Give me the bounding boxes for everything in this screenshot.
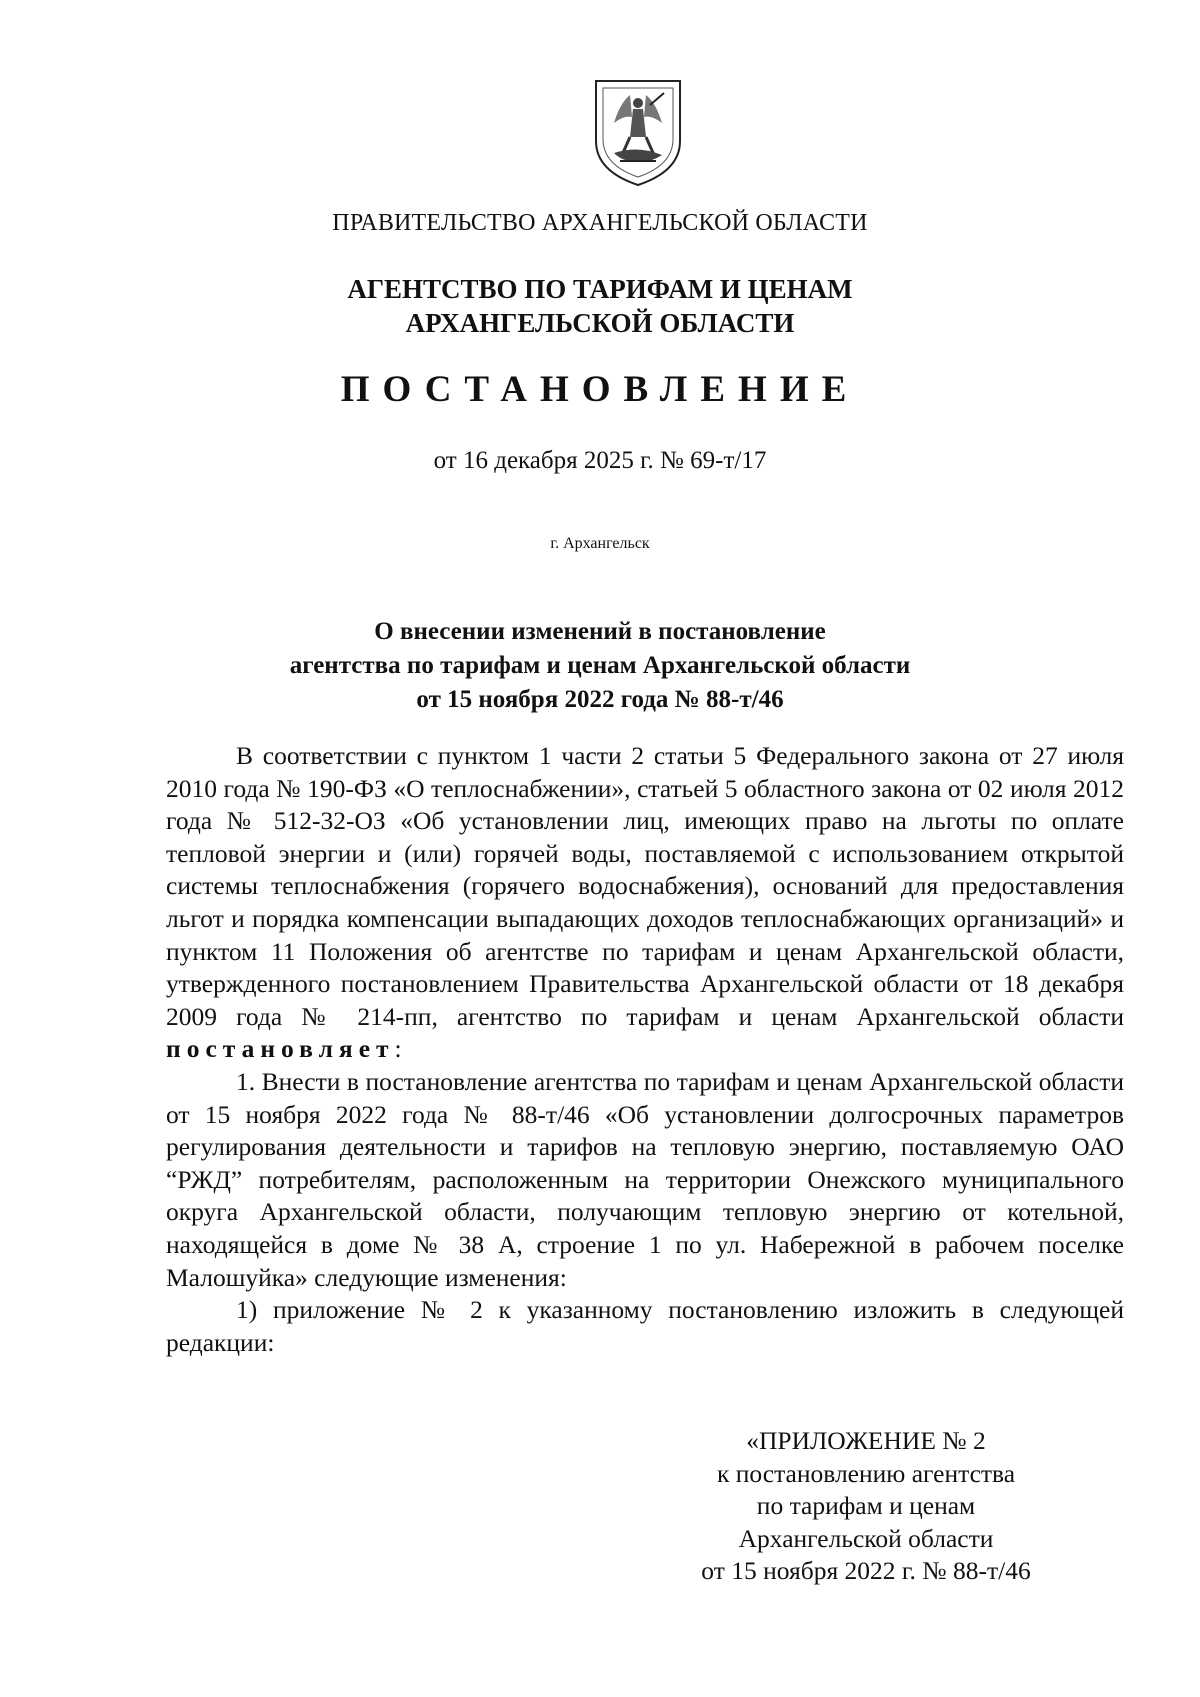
preamble-paragraph: [166, 740, 1124, 1066]
appendix-line-3: по тарифам и ценам: [756, 1491, 976, 1521]
appendix-line-1: «ПРИЛОЖЕНИЕ № 2: [746, 1426, 986, 1455]
document-title: [0, 615, 1200, 717]
document-type: ПОСТАНОВЛЕНИЕ: [340, 369, 860, 410]
subclause-1-paragraph: 1) приложение № 2 к указанному постановлению изложить в следующей редакции:: [166, 1295, 1124, 1357]
title-line-2: агентства по тарифам и ценам Архангельской области: [289, 652, 911, 679]
title-line-3: от 15 ноября 2022 года № 88-т/46: [416, 686, 784, 713]
preamble-text: В соответствии с пунктом 1 части 2 статьи 5 Федерального закона от 27 июля 2010 года № 190-ФЗ «О теплоснабжении», статьей 5 областного закона от 02 июля 2012 года № 512-32-ОЗ «Об установлении лиц, имеющих право на льготы по оплате тепловой энергии и (или) горячей воды, поставляемой с использованием открытой системы теплоснабжения (горячего водоснабжения), оснований для предоставления льгот и порядка компенсации выпадающих доходов теплоснабжающих организаций» и пунктом 11 Положения об агентстве по тарифам и ценам Архангельской области, утвержденного постановлением Правительства Архангельской области от 18 декабря 2009 года № 214-пп, агентство по тарифам и ценам Архангельской области: [166, 741, 1124, 1031]
document-date-number: от 16 декабря 2025 г. № 69-т/17: [433, 447, 767, 474]
document-city: г. Архангельск: [550, 535, 650, 552]
agency-name-line-2: АРХАНГЕЛЬСКОЙ ОБЛАСТИ: [405, 308, 795, 338]
appendix-line-4: Архангельской области: [738, 1523, 994, 1553]
document-body: [166, 740, 1124, 1359]
clause-1-paragraph: 1. Внести в постановление агентства по тарифам и ценам Архангельской области от 15 ноября 2022 года № 88-т/46 «Об установлении долгосрочных параметров регулирования деятельности и тарифов на тепловую энергию, поставляемую ОАО “РЖД” потребителям, расположенным на территории Онежского муниципального округа Архангельской области, получающим тепловую энергию от котельной, находящейся в доме № 38 А, строение 1 по ул. Набережной в рабочем поселке Малошуйка» следующие изменения:: [166, 1066, 1124, 1292]
appendix-line-2: к постановлению агентства: [716, 1458, 1016, 1488]
coat-of-arms-emblem: [590, 75, 686, 189]
agency-name-line-1: АГЕНТСТВО ПО ТАРИФАМ И ЦЕНАМ: [347, 274, 853, 304]
resolves-keyword: постановляет: [166, 1034, 395, 1064]
agency-name: [0, 272, 1200, 340]
government-name: ПРАВИТЕЛЬСТВО АРХАНГЕЛЬСКОЙ ОБЛАСТИ: [332, 210, 868, 236]
appendix-header: [660, 1425, 1072, 1588]
preamble-colon: :: [394, 1034, 402, 1064]
appendix-line-5: от 15 ноября 2022 г. № 88-т/46: [701, 1556, 1031, 1586]
title-line-1: О внесении изменений в постановление: [374, 618, 826, 645]
